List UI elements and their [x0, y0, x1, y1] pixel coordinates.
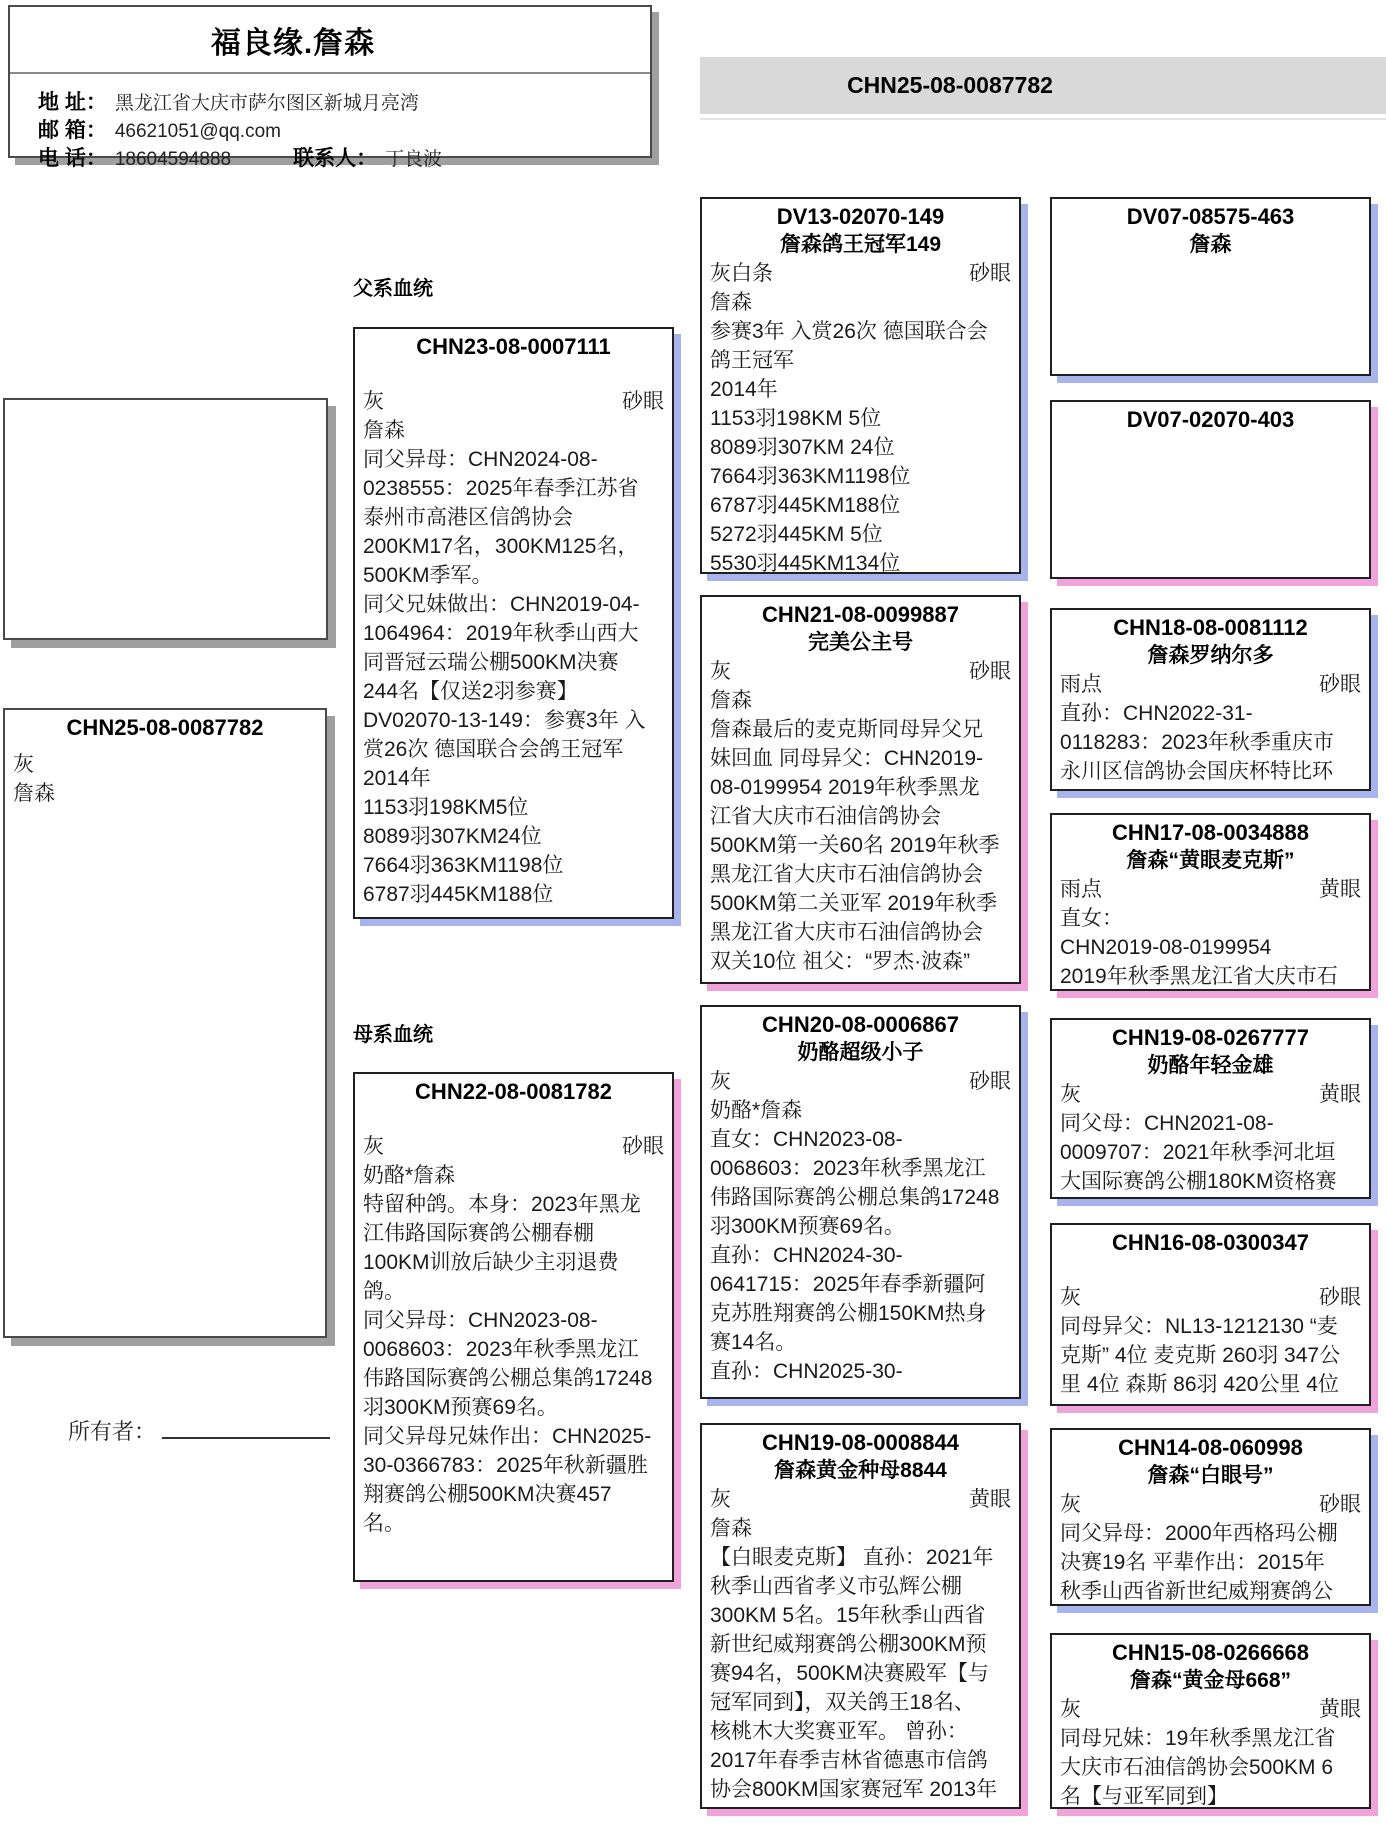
feather-color: 雨点	[1060, 878, 1102, 901]
pedigree-text-line: 秋季山西省新世纪威翔赛鸽公	[1060, 1580, 1333, 1603]
owner-blank-line	[162, 1419, 330, 1439]
pedigree-text-line: 鸽王冠军	[710, 349, 794, 372]
pedigree-text-line: 克苏胜翔赛鸽公棚150KM热身	[710, 1302, 987, 1325]
pedigree-text-line: 500KM季军。	[363, 564, 493, 587]
pedigree-lines	[710, 288, 1011, 574]
feather-color: 灰	[1060, 1698, 1081, 1721]
pedigree-text-line: 同父异母：2000年西格玛公棚	[1060, 1522, 1338, 1545]
pedigree-text-line: 翔赛鸽公棚500KM决赛457	[363, 1483, 612, 1506]
eye-color: 砂眼	[1319, 673, 1361, 696]
pedigree-text-line: 詹森	[710, 291, 752, 314]
feather-color: 灰	[363, 1135, 384, 1158]
pedigree-lines	[363, 416, 664, 909]
pedigree-text-line: 詹森最后的麦克斯同母异父兄	[710, 718, 983, 741]
pedigree-text-line: 0068603：2023年秋季黑龙江	[710, 1157, 986, 1180]
pedigree-box-ffm	[1050, 400, 1371, 579]
pedigree-text-line: 决赛19名 平辈作出：2015年	[1060, 1551, 1325, 1574]
pedigree-text-line: DV02070-13-149：参赛3年 入	[363, 709, 646, 732]
ring-number: CHN18-08-0081112	[1113, 615, 1308, 640]
pedigree-text-line: 同母异父：NL13-1212130 “麦	[1060, 1315, 1338, 1338]
pedigree-text-line: 直女：CHN2023-08-	[710, 1128, 903, 1151]
pedigree-text-line: 赛14名。	[710, 1331, 797, 1354]
pedigree-text-line: 詹森	[710, 689, 752, 712]
ring-number: CHN16-08-0300347	[1112, 1230, 1309, 1255]
ring-number-bar-text: CHN25-08-0087782	[847, 72, 1053, 98]
pedigree-text-line: 08-0199954 2019年秋季黑龙	[710, 776, 980, 799]
pedigree-box-father-mother	[700, 595, 1021, 984]
pedigree-box-empty-slot	[3, 398, 328, 640]
pedigree-lines	[710, 1514, 1011, 1804]
feather-color: 灰	[710, 1488, 731, 1511]
feather-color: 灰	[1060, 1493, 1081, 1516]
eye-color: 黄眼	[1319, 1083, 1361, 1106]
pedigree-text-line: 黑龙江省大庆市石油信鸽协会	[710, 863, 983, 886]
loft-title: 福良缘.詹森	[210, 27, 376, 60]
pedigree-text-line: 2017年春季吉林省德惠市信鸽	[710, 1749, 988, 1772]
pedigree-text-line: 冠军同到】，双关鸽王18名、	[710, 1691, 975, 1714]
pedigree-text-line: 同父母：CHN2021-08-	[1060, 1112, 1274, 1135]
pedigree-box-mother-mother	[700, 1423, 1021, 1809]
phone-label: 电 话：	[38, 147, 107, 170]
address-label: 地 址：	[38, 91, 107, 114]
pedigree-text-line: 0009707：2021年秋季河北垣	[1060, 1141, 1336, 1164]
pigeon-name: 詹森“黄金母668”	[1129, 1669, 1292, 1692]
pedigree-lines	[1060, 699, 1361, 786]
pedigree-text-line: 詹森	[13, 782, 55, 805]
pedigree-text-line: 新世纪威翔赛鸽公棚300KM预	[710, 1633, 987, 1656]
pedigree-text-line: 羽300KM预赛69名。	[710, 1215, 905, 1238]
pedigree-text-line: 2014年	[363, 767, 431, 790]
pedigree-text-line: 永川区信鸽协会国庆杯特比环	[1060, 760, 1333, 783]
pedigree-text-line: 大国际赛鸽公棚180KM资格赛	[1060, 1170, 1337, 1193]
eye-color: 黄眼	[1319, 1698, 1361, 1721]
pedigree-box-mmm	[1050, 1633, 1371, 1809]
pedigree-text-line: 1153羽198KM5位	[363, 796, 529, 819]
pedigree-lines	[363, 1161, 664, 1538]
pedigree-text-line: 江伟路国际赛鸽公棚春棚	[363, 1222, 594, 1245]
eye-color: 砂眼	[622, 390, 664, 413]
eye-color: 黄眼	[1319, 878, 1361, 901]
pedigree-text-line: 0068603：2023年秋季黑龙江	[363, 1338, 639, 1361]
pedigree-text-line: 妹回血 同母异父：CHN2019-	[710, 747, 984, 770]
eye-color: 砂眼	[622, 1135, 664, 1158]
pedigree-text-line: 奶酪*詹森	[710, 1099, 803, 1122]
address-row	[38, 90, 650, 118]
pedigree-box-fmm	[1050, 813, 1371, 991]
pedigree-text-line: 1153羽198KM 5位	[710, 407, 882, 430]
pedigree-text-line: 8089羽307KM24位	[363, 825, 542, 848]
pedigree-text-line: 参赛3年 入赏26次 德国联合会	[710, 320, 988, 343]
pedigree-text-line: 黑龙江省大庆市石油信鸽协会	[710, 921, 983, 944]
ring-number: CHN23-08-0007111	[416, 334, 611, 359]
ring-number: DV07-08575-463	[1126, 204, 1295, 229]
email-value: 46621051@qq.com	[114, 121, 281, 142]
pigeon-name: 完美公主号	[808, 631, 913, 654]
pedigree-text-line: 克斯” 4位 麦克斯 260羽 347公	[1060, 1344, 1341, 1367]
pedigree-text-line: 伟路国际赛鸽公棚总集鸽17248	[710, 1186, 1000, 1209]
pedigree-text-line: 200KM17名，300KM125名，	[363, 535, 639, 558]
pedigree-box-subject	[3, 708, 327, 1338]
pedigree-text-line: 0641715：2025年春季新疆阿	[710, 1273, 986, 1296]
pedigree-text-line: 鸽。	[363, 1280, 405, 1303]
ring-number: CHN19-08-0267777	[1112, 1025, 1309, 1050]
owner-line	[68, 1415, 330, 1446]
pedigree-text-line: 名【与亚军同到】	[1060, 1785, 1228, 1808]
pigeon-name: 詹森鸽王冠军149	[779, 233, 942, 256]
pedigree-lines	[1060, 1724, 1361, 1809]
pigeon-name: 詹森黄金种母8844	[774, 1459, 947, 1482]
eye-color: 砂眼	[969, 1070, 1011, 1093]
pedigree-text-line: 同父兄妹做出：CHN2019-04-	[363, 593, 640, 616]
pedigree-text-line: 直孙：CHN2025-30-	[710, 1360, 903, 1383]
pedigree-lines	[1060, 1109, 1361, 1196]
dam-line-label: 母系血统	[353, 1024, 433, 1046]
pedigree-lines	[1060, 1519, 1361, 1606]
pedigree-text-line: 7664羽363KM1198位	[363, 854, 564, 877]
feather-color: 灰	[363, 390, 384, 413]
ring-number: DV13-02070-149	[776, 204, 945, 229]
pigeon-name: 詹森“黄眼麦克斯”	[1126, 849, 1295, 872]
pedigree-box-fmf	[1050, 608, 1371, 791]
eye-color: 砂眼	[1319, 1493, 1361, 1516]
pedigree-text-line: 300KM 5名。15年秋季山西省	[710, 1604, 986, 1627]
ring-number: CHN14-08-060998	[1118, 1435, 1303, 1460]
pedigree-text-line: 羽300KM预赛69名。	[363, 1396, 558, 1419]
pedigree-text-line: 244名【仅送2羽参赛】	[363, 680, 578, 703]
pigeon-name: 詹森“白眼号”	[1147, 1464, 1274, 1487]
phone-row	[38, 146, 650, 174]
pedigree-text-line: 5272羽445KM 5位	[710, 523, 883, 546]
pedigree-text-line: 泰州市高港区信鸽协会	[363, 506, 573, 529]
owner-label: 所有者：	[68, 1419, 157, 1444]
address-value: 黑龙江省大庆市萨尔图区新城月亮湾	[114, 93, 419, 114]
pedigree-text-line: 8089羽307KM 24位	[710, 436, 895, 459]
pedigree-box-father-father	[700, 197, 1021, 574]
pedigree-text-line: 詹森	[363, 419, 405, 442]
feather-color: 灰	[1060, 1083, 1081, 1106]
pedigree-text-line: 0238555：2025年春季江苏省	[363, 477, 639, 500]
pedigree-box-mmf	[1050, 1428, 1371, 1606]
ring-number: CHN22-08-0081782	[415, 1079, 612, 1104]
pedigree-text-line: 名。	[363, 1512, 405, 1535]
sire-line-label: 父系血统	[353, 278, 433, 300]
contact-info	[10, 74, 650, 174]
eye-color: 砂眼	[1319, 1286, 1361, 1309]
email-row	[38, 118, 650, 146]
pigeon-name: 奶酪年轻金雄	[1147, 1054, 1274, 1077]
pedigree-text-line: 直孙：CHN2022-31-	[1060, 702, 1253, 725]
feather-color: 灰	[710, 660, 731, 683]
ring-number-bar	[700, 57, 1386, 114]
pedigree-text-line: 100KM训放后缺少主羽退费	[363, 1251, 619, 1274]
ring-number: CHN21-08-0099887	[762, 602, 959, 627]
pedigree-text-line: 直孙：CHN2024-30-	[710, 1244, 903, 1267]
pedigree-lines	[13, 779, 317, 808]
pedigree-text-line: 双关10位 祖父：“罗杰·波森”	[710, 950, 971, 973]
pigeon-name: 詹森	[1189, 233, 1232, 256]
pedigree-text-line: 500KM第一关60名 2019年秋季	[710, 834, 1000, 857]
pedigree-text-line: 赛94名，500KM决赛殿军【与	[710, 1662, 989, 1685]
pedigree-text-line: 里 4位 森斯 86羽 420公里 4位	[1060, 1373, 1339, 1396]
pedigree-text-line: 伟路国际赛鸽公棚总集鸽17248	[363, 1367, 653, 1390]
pedigree-lines	[710, 1096, 1011, 1386]
pedigree-text-line: 500KM第二关亚军 2019年秋季	[710, 892, 998, 915]
pedigree-text-line: 7664羽363KM1198位	[710, 465, 911, 488]
pedigree-text-line: 詹森	[710, 1517, 752, 1540]
pedigree-text-line: 6787羽445KM188位	[363, 883, 554, 906]
pedigree-box-mfm	[1050, 1223, 1371, 1406]
feather-color: 灰	[1060, 1286, 1081, 1309]
eye-color: 黄眼	[969, 1488, 1011, 1511]
pedigree-text-line: 同母兄妹：19年秋季黑龙江省	[1060, 1727, 1336, 1750]
ring-number: CHN15-08-0266668	[1112, 1640, 1309, 1665]
feather-color: 灰	[710, 1070, 731, 1093]
pedigree-text-line: 同父异母：CHN2023-08-	[363, 1309, 598, 1332]
pedigree-text-line: 同父异母兄妹作出：CHN2025-	[363, 1425, 652, 1448]
pedigree-text-line: 1064964：2019年秋季山西大	[363, 622, 639, 645]
ring-number: CHN25-08-0087782	[66, 715, 264, 740]
phone-value: 18604594888	[114, 149, 232, 170]
pedigree-text-line: 【白眼麦克斯】 直孙：2021年	[710, 1546, 994, 1569]
pedigree-box-mother-father	[700, 1005, 1021, 1399]
pedigree-text-line: 赏26次 德国联合会鸽王冠军	[363, 738, 624, 761]
pedigree-lines	[1060, 1312, 1361, 1399]
pedigree-text-line: 大庆市石油信鸽协会500KM 6	[1060, 1756, 1334, 1779]
pedigree-text-line: 奶酪*詹森	[363, 1164, 456, 1187]
pedigree-text-line: 核桃木大奖赛亚军。 曾孙：	[710, 1720, 968, 1743]
pedigree-text-line: 秋季山西省孝义市弘辉公棚	[710, 1575, 962, 1598]
pedigree-text-line: 2019年秋季黑龙江省大庆市石	[1060, 965, 1338, 988]
pedigree-text-line: 江省大庆市石油信鸽协会	[710, 805, 941, 828]
feather-color: 雨点	[1060, 673, 1102, 696]
feather-color: 灰白条	[710, 262, 773, 285]
pedigree-text-line: 30-0366783：2025年秋新疆胜	[363, 1454, 648, 1477]
eye-color: 砂眼	[969, 660, 1011, 683]
email-label: 邮 箱：	[38, 119, 107, 142]
pedigree-text-line: 直女：	[1060, 907, 1123, 930]
pedigree-text-line: CHN2019-08-0199954	[1060, 936, 1272, 959]
contact-person-value: 丁良波	[385, 149, 443, 170]
pedigree-text-line: 同父异母：CHN2024-08-	[363, 448, 598, 471]
pedigree-text-line: 同晋冠云瑞公棚500KM决赛	[363, 651, 619, 674]
eye-color: 砂眼	[969, 262, 1011, 285]
ring-number: DV07-02070-403	[1126, 407, 1295, 432]
ring-number: CHN17-08-0034888	[1112, 820, 1309, 845]
pedigree-text-line: 5530羽445KM134位	[710, 552, 901, 574]
pedigree-box-father	[353, 327, 674, 919]
contact-person-label: 联系人：	[293, 147, 378, 170]
ring-number: CHN19-08-0008844	[762, 1430, 959, 1455]
pedigree-box-fff	[1050, 197, 1371, 376]
pedigree-text-line: 0118283：2023年秋季重庆市	[1060, 731, 1334, 754]
pedigree-text-line: 2014年	[710, 378, 778, 401]
pedigree-box-mother	[353, 1072, 674, 1582]
ring-number: CHN20-08-0006867	[762, 1012, 959, 1037]
pedigree-lines	[1060, 904, 1361, 991]
pigeon-name: 奶酪超级小子	[797, 1041, 924, 1064]
pedigree-text-line: 协会800KM国家赛冠军 2013年	[710, 1778, 998, 1801]
pedigree-text-line: 特留种鸽。本身：2023年黑龙	[363, 1193, 641, 1216]
pedigree-text-line: 6787羽445KM188位	[710, 494, 901, 517]
pigeon-name: 詹森罗纳尔多	[1147, 644, 1274, 667]
pedigree-box-mff	[1050, 1018, 1371, 1199]
feather-color: 灰	[13, 753, 34, 776]
pedigree-lines	[710, 686, 1011, 976]
loft-header-card	[8, 5, 652, 170]
